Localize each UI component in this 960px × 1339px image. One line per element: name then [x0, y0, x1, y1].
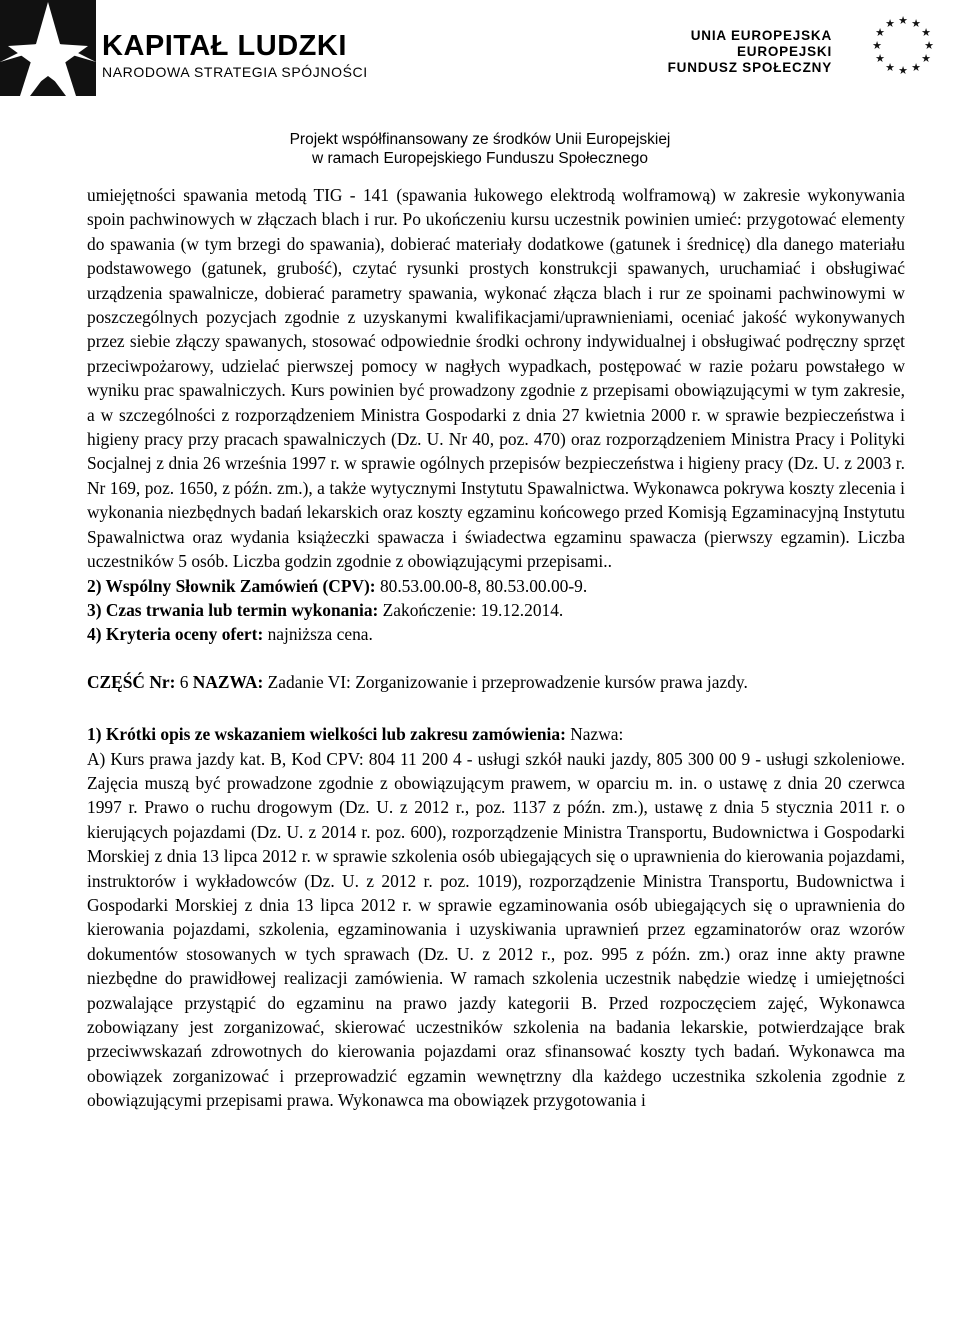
- item-cpv-label: 2) Wspólny Słownik Zamówień (CPV):: [87, 575, 376, 596]
- svg-text:★: ★: [885, 17, 895, 30]
- project-cofinancing-note: [0, 130, 960, 168]
- svg-text:★: ★: [875, 26, 885, 39]
- svg-text:★: ★: [921, 26, 931, 39]
- paragraph-driving-course: A) Kurs prawa jazdy kat. B, Kod CPV: 804 11 200 4 - usługi szkół nauki jazdy, 805 300 00 9 - usługi szkoleniowe. Zajęcia muszą być prowadzone zgodnie z obowiązującym prawem, w oparciu m. in. o ustawę z dnia 20 czerwca 1997 r. Prawo o ruchu drogowym (Dz. U. z 2012 r., poz. 1137 z późn. zm.), ustawę z dnia 5 stycznia 2011 r. o kierujących pojazdami (Dz. U. z 2014 r. poz. 600), rozporządzenie Ministra Transportu, Budownictwa i Gospodarki Morskiej z dnia 13 lipca 2012 r. w sprawie szkolenia osób ubiegających się o uprawnienia do kierowania pojazdami, instruktorów i wykładowców (Dz. U. z 2012 r. poz. 1019), rozporządzenie Ministra Transportu, Budownictwa i Gospodarki Morskiej z dnia 13 lipca 2012 r. w sprawie egzaminowania osób ubiegających się o uprawnienia do kierowania pojazdami, szkolenia, egzaminowania i uzyskiwania uprawnień przez egzaminatorów oraz wzorów dokumentów stosowanych w tych sprawach (Dz. U. z 2012 r., poz. 995 z późn. zm.) oraz inne akty prawne niezbędne do prawidłowej realizacji zamówienia. W ramach szkolenia uczestnik nabędzie wiedzę i umiejętności pozwalające przystąpić do egzaminu na prawo jazdy kategorii B. Przed rozpoczęciem zajęć, Wykonawca zobowiązany jest zorganizować, skierować uczestników szkolenia na badania lekarskie, potwierdzające brak przeciwwskazań zdrowotnych do kierowania pojazdami oraz sfinansować koszty tych badań. Wykonawca ma obowiązek zorganizować i przeprowadzić egzamin wewnętrzny dla każdego uczestnika szkolenia zgodnie z obowiązującymi przepisami prawa. Wykonawca ma obowiązek przygotowania i: [87, 748, 905, 1111]
- kapital-ludzki-subtitle: NARODOWA STRATEGIA SPÓJNOŚCI: [102, 64, 368, 80]
- kapital-ludzki-title: KAPITAŁ LUDZKI: [102, 30, 347, 62]
- part-heading: [87, 670, 905, 694]
- item-short-description: [87, 722, 905, 746]
- document-body: [87, 183, 905, 1113]
- svg-text:★: ★: [911, 17, 921, 30]
- part-number-label: CZĘŚĆ Nr:: [87, 671, 176, 692]
- kapital-ludzki-logo: [0, 0, 368, 100]
- svg-text:★: ★: [875, 52, 885, 65]
- eu-flag-stars-icon: [855, 10, 951, 80]
- item-cpv: [87, 574, 905, 598]
- item-criteria-value: najniższa cena.: [263, 624, 373, 645]
- part-name-value: Zadanie VI: Zorganizowanie i przeprowadzenie kursów prawa jazdy.: [263, 671, 748, 692]
- part-number: 6: [175, 671, 193, 692]
- svg-text:★: ★: [898, 14, 908, 27]
- svg-text:★: ★: [921, 52, 931, 65]
- item-duration-value: Zakończenie: 19.12.2014.: [378, 599, 564, 620]
- item-cpv-value: 80.53.00.00-8, 80.53.00.00-9.: [375, 575, 588, 596]
- eu-logo-text: [668, 28, 832, 76]
- svg-text:★: ★: [872, 39, 882, 52]
- svg-text:★: ★: [898, 64, 908, 77]
- project-line-1: Projekt współfinansowany ze środków Unii Europejskiej: [289, 131, 671, 148]
- part-name-label: NAZWA:: [192, 671, 264, 692]
- svg-text:★: ★: [924, 39, 934, 52]
- kapital-ludzki-star-icon: [0, 0, 96, 96]
- eu-logo-line2: EUROPEJSKI: [736, 44, 832, 59]
- eu-logo-line1: UNIA EUROPEJSKA: [690, 28, 832, 43]
- item-short-description-value: Nazwa:: [565, 724, 624, 745]
- project-line-2: w ramach Europejskiego Funduszu Społecznego: [311, 150, 649, 167]
- item-criteria: [87, 622, 905, 646]
- item-duration-label: 3) Czas trwania lub termin wykonania:: [87, 599, 379, 620]
- paragraph-welding-course: umiejętności spawania metodą TIG - 141 (spawania łukowego elektrodą wolframową) w zakresie wykonywania spoin pachwinowych w złączach blach i rur. Po ukończeniu kursu uczestnik powinien umieć: przygotować elementy do spawania (w tym brzegi do spawania), dobierać materiały dodatkowe (gatunek i średnicę) dla danego materiału podstawowego (gatunek, grubość), czytać rysunki prostych konstrukcji spawanych, uruchamiać i obsługiwać urządzenia spawalnicze, dobierać parametry spawania, wykonać złącza blach i rur ze spoinami pachwinowymi w poszczególnych pozycjach zgodnie z uzyskanymi kwalifikacjami/uprawnieniami, oceniać jakość wykonywanych przez siebie złączy spawanych, stosować odpowiednie środki ochrony indywidualnej i obsługiwać podręczny sprzęt przeciwpożarowy, udzielać pierwszej pomocy w nagłych wypadkach, postępować w razie pożaru powstałego w wyniku prac spawalniczych. Kurs powinien być prowadzony zgodnie z przepisami obowiązującymi w tym zakresie, a w szczególności z rozporządzeniem Ministra Gospodarki z dnia 27 kwietnia 2000 r. w sprawie bezpieczeństwa i higieny pracy przy pracach spawalniczych (Dz. U. Nr 40, poz. 470) oraz rozporządzeniem Ministra Pracy i Polityki Socjalnej z dnia 26 września 1997 r. w sprawie ogólnych przepisów bezpieczeństwa i higieny pracy (Dz. U. z 2003 r. Nr 169, poz. 1650, z późn. zm.), a także wytycznymi Instytutu Spawalnictwa. Wykonawca pokrywa koszty zlecenia i wykonania niezbędnych badań lekarskich oraz koszty egzaminu końcowego przed Komisją Egzaminacyjną Instytutu Spawalnictwa oraz wydania książeczki spawacza i świadectwa egzaminu spawacza (pierwszy egzamin). Liczba uczestników 5 osób. Liczba godzin zgodnie z obowiązującymi przepisami..: [87, 185, 905, 572]
- page-header: [0, 0, 960, 175]
- svg-text:★: ★: [885, 61, 895, 74]
- svg-text:★: ★: [911, 61, 921, 74]
- item-duration: [87, 598, 905, 622]
- eu-logo-line3: FUNDUSZ SPOŁECZNY: [667, 60, 832, 75]
- item-criteria-label: 4) Kryteria oceny ofert:: [87, 624, 264, 645]
- item-short-description-label: 1) Krótki opis ze wskazaniem wielkości lub zakresu zamówienia:: [87, 724, 566, 745]
